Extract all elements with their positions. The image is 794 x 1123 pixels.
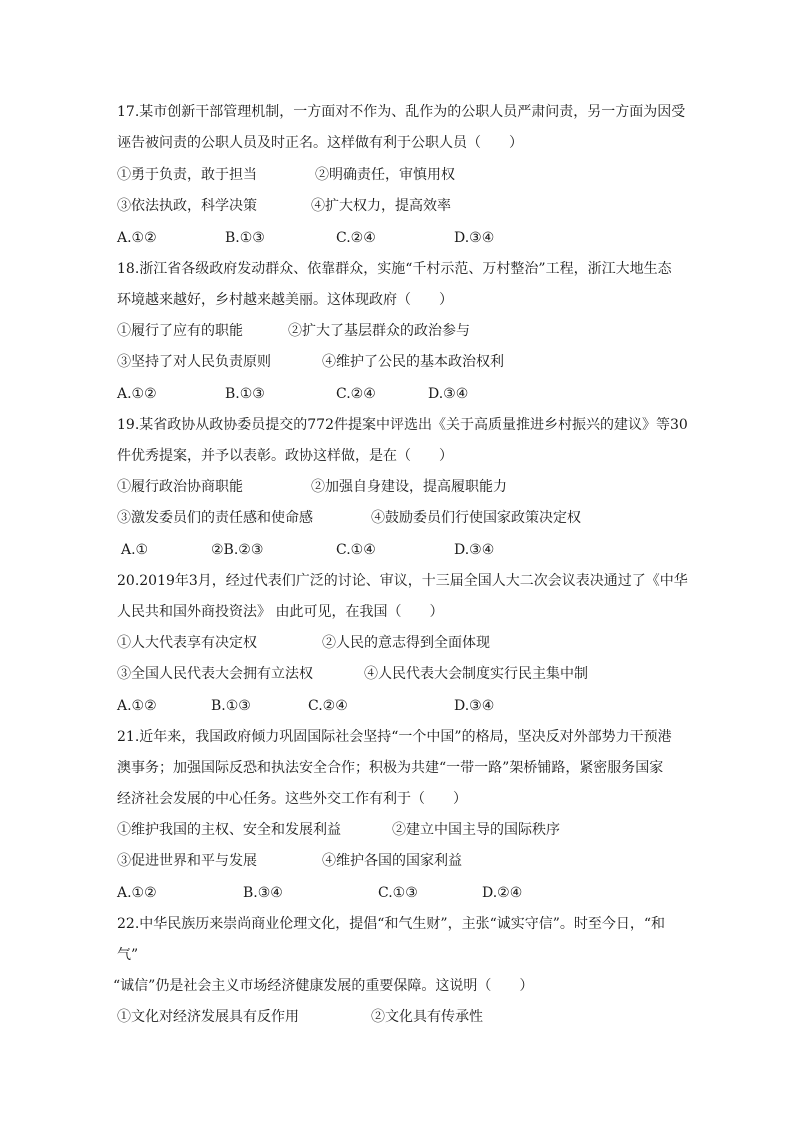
q21-stem-line1: 21.近年来，我国政府倾力巩固国际社会坚持“一个中国”的格局，坚决反对外部势力干预港 [117, 729, 672, 745]
q20-stem-line1: 20.2019年3月，经过代表们广泛的讨论、审议，十三届全国人大二次会议表决通过了《中华 [117, 573, 688, 589]
q21-choice-d: D.②④ [482, 885, 523, 901]
q19-choice-a: A.① [121, 542, 149, 558]
q22-stem-line1: 22.中华民族历来崇尚商业伦理文化，提倡“和气生财”，主张“诚实守信”。时至今日，“和 [117, 916, 666, 932]
q17-choice-b: B.①③ [225, 230, 265, 246]
q19-stem-line1: 19.某省政协从政协委员提交的772件提案中评选出《关于高质量推进乡村振兴的建议》等30 [117, 417, 688, 433]
q19-option-2: ②加强自身建设，提高履职能力 [311, 479, 507, 495]
q18-choice-c: C.②④ [336, 386, 376, 402]
q18-stem-line1: 18.浙江省各级政府发动群众、依靠群众，实施“千村示范、万村整治”工程，浙江大地生态 [117, 261, 672, 277]
q20-option-1: ①人大代表享有决定权 [117, 635, 257, 651]
q20-option-3: ③全国人民代表大会拥有立法权 [117, 666, 313, 682]
q22-stem-line3: “诚信”仍是社会主义市场经济健康发展的重要保障。这说明（ ） [113, 978, 534, 994]
q17-choice-d: D.③④ [454, 230, 495, 246]
q19-choice-b: ②B.②③ [211, 542, 264, 558]
q22-option-2: ②文化具有传承性 [371, 1009, 483, 1025]
q18-option-2: ②扩大了基层群众的政治参与 [288, 323, 470, 339]
q17-choice-a: A.①② [117, 230, 157, 246]
q17-option-4: ④扩大权力，提高效率 [311, 198, 451, 214]
q19-option-1: ①履行政治协商职能 [117, 479, 243, 495]
q21-stem-line2: 澳事务；加强国际反恐和执法安全合作；积极为共建“一带一路”架桥铺路，紧密服务国家 [117, 760, 664, 776]
q21-choice-a: A.①② [117, 885, 157, 901]
q22-option-1: ①文化对经济发展具有反作用 [117, 1009, 299, 1025]
q19-option-3: ③激发委员们的责任感和使命感 [117, 510, 313, 526]
q17-option-2: ②明确责任，审慎用权 [315, 167, 455, 183]
q19-choice-d: D.③④ [454, 542, 495, 558]
q19-option-4: ④鼓励委员们行使国家政策决定权 [371, 510, 581, 526]
q19-choice-c: C.①④ [336, 542, 376, 558]
q17-option-1: ①勇于负责，敢于担当 [117, 167, 257, 183]
q21-choice-b: B.③④ [243, 885, 283, 901]
q20-option-4: ④人民代表大会制度实行民主集中制 [364, 666, 588, 682]
q17-stem-line2: 诬告被问责的公职人员及时正名。这样做有利于公职人员（ ） [117, 135, 523, 151]
q20-option-2: ②人民的意志得到全面体现 [322, 635, 490, 651]
q18-choice-d: D.③④ [428, 386, 469, 402]
q17-option-3: ③依法执政，科学决策 [117, 198, 257, 214]
q20-stem-line2: 人民共和国外商投资法》 由此可见，在我国（ ） [117, 604, 444, 620]
q21-stem-line3: 经济社会发展的中心任务。这些外交工作有利于（ ） [117, 791, 467, 807]
q18-option-3: ③坚持了对人民负责原则 [117, 354, 271, 370]
q18-option-1: ①履行了应有的职能 [117, 323, 243, 339]
q17-choice-c: C.②④ [336, 230, 376, 246]
q18-stem-line2: 环境越来越好，乡村越来越美丽。这体现政府（ ） [117, 292, 453, 308]
q21-option-4: ④维护各国的国家利益 [322, 853, 462, 869]
q18-option-4: ④维护了公民的基本政治权利 [322, 354, 504, 370]
q21-option-1: ①维护我国的主权、安全和发展利益 [117, 822, 341, 838]
q17-stem-line1: 17.某市创新干部管理机制，一方面对不作为、乱作为的公职人员严肃问责，另一方面为因受 [117, 104, 686, 120]
q20-choice-c: C.②④ [308, 698, 348, 714]
q18-choice-b: B.①③ [225, 386, 265, 402]
q19-stem-line2: 件优秀提案，并予以表彰。政协这样做，是在（ ） [117, 448, 453, 464]
q21-option-3: ③促进世界和平与发展 [117, 853, 257, 869]
q20-choice-d: D.③④ [454, 698, 495, 714]
q21-option-2: ②建立中国主导的国际秩序 [392, 822, 560, 838]
q22-stem-line2: 气” [117, 947, 139, 963]
q18-choice-a: A.①② [117, 386, 157, 402]
q21-choice-c: C.①③ [378, 885, 418, 901]
q20-choice-b: B.①③ [211, 698, 251, 714]
q20-choice-a: A.①② [117, 698, 157, 714]
